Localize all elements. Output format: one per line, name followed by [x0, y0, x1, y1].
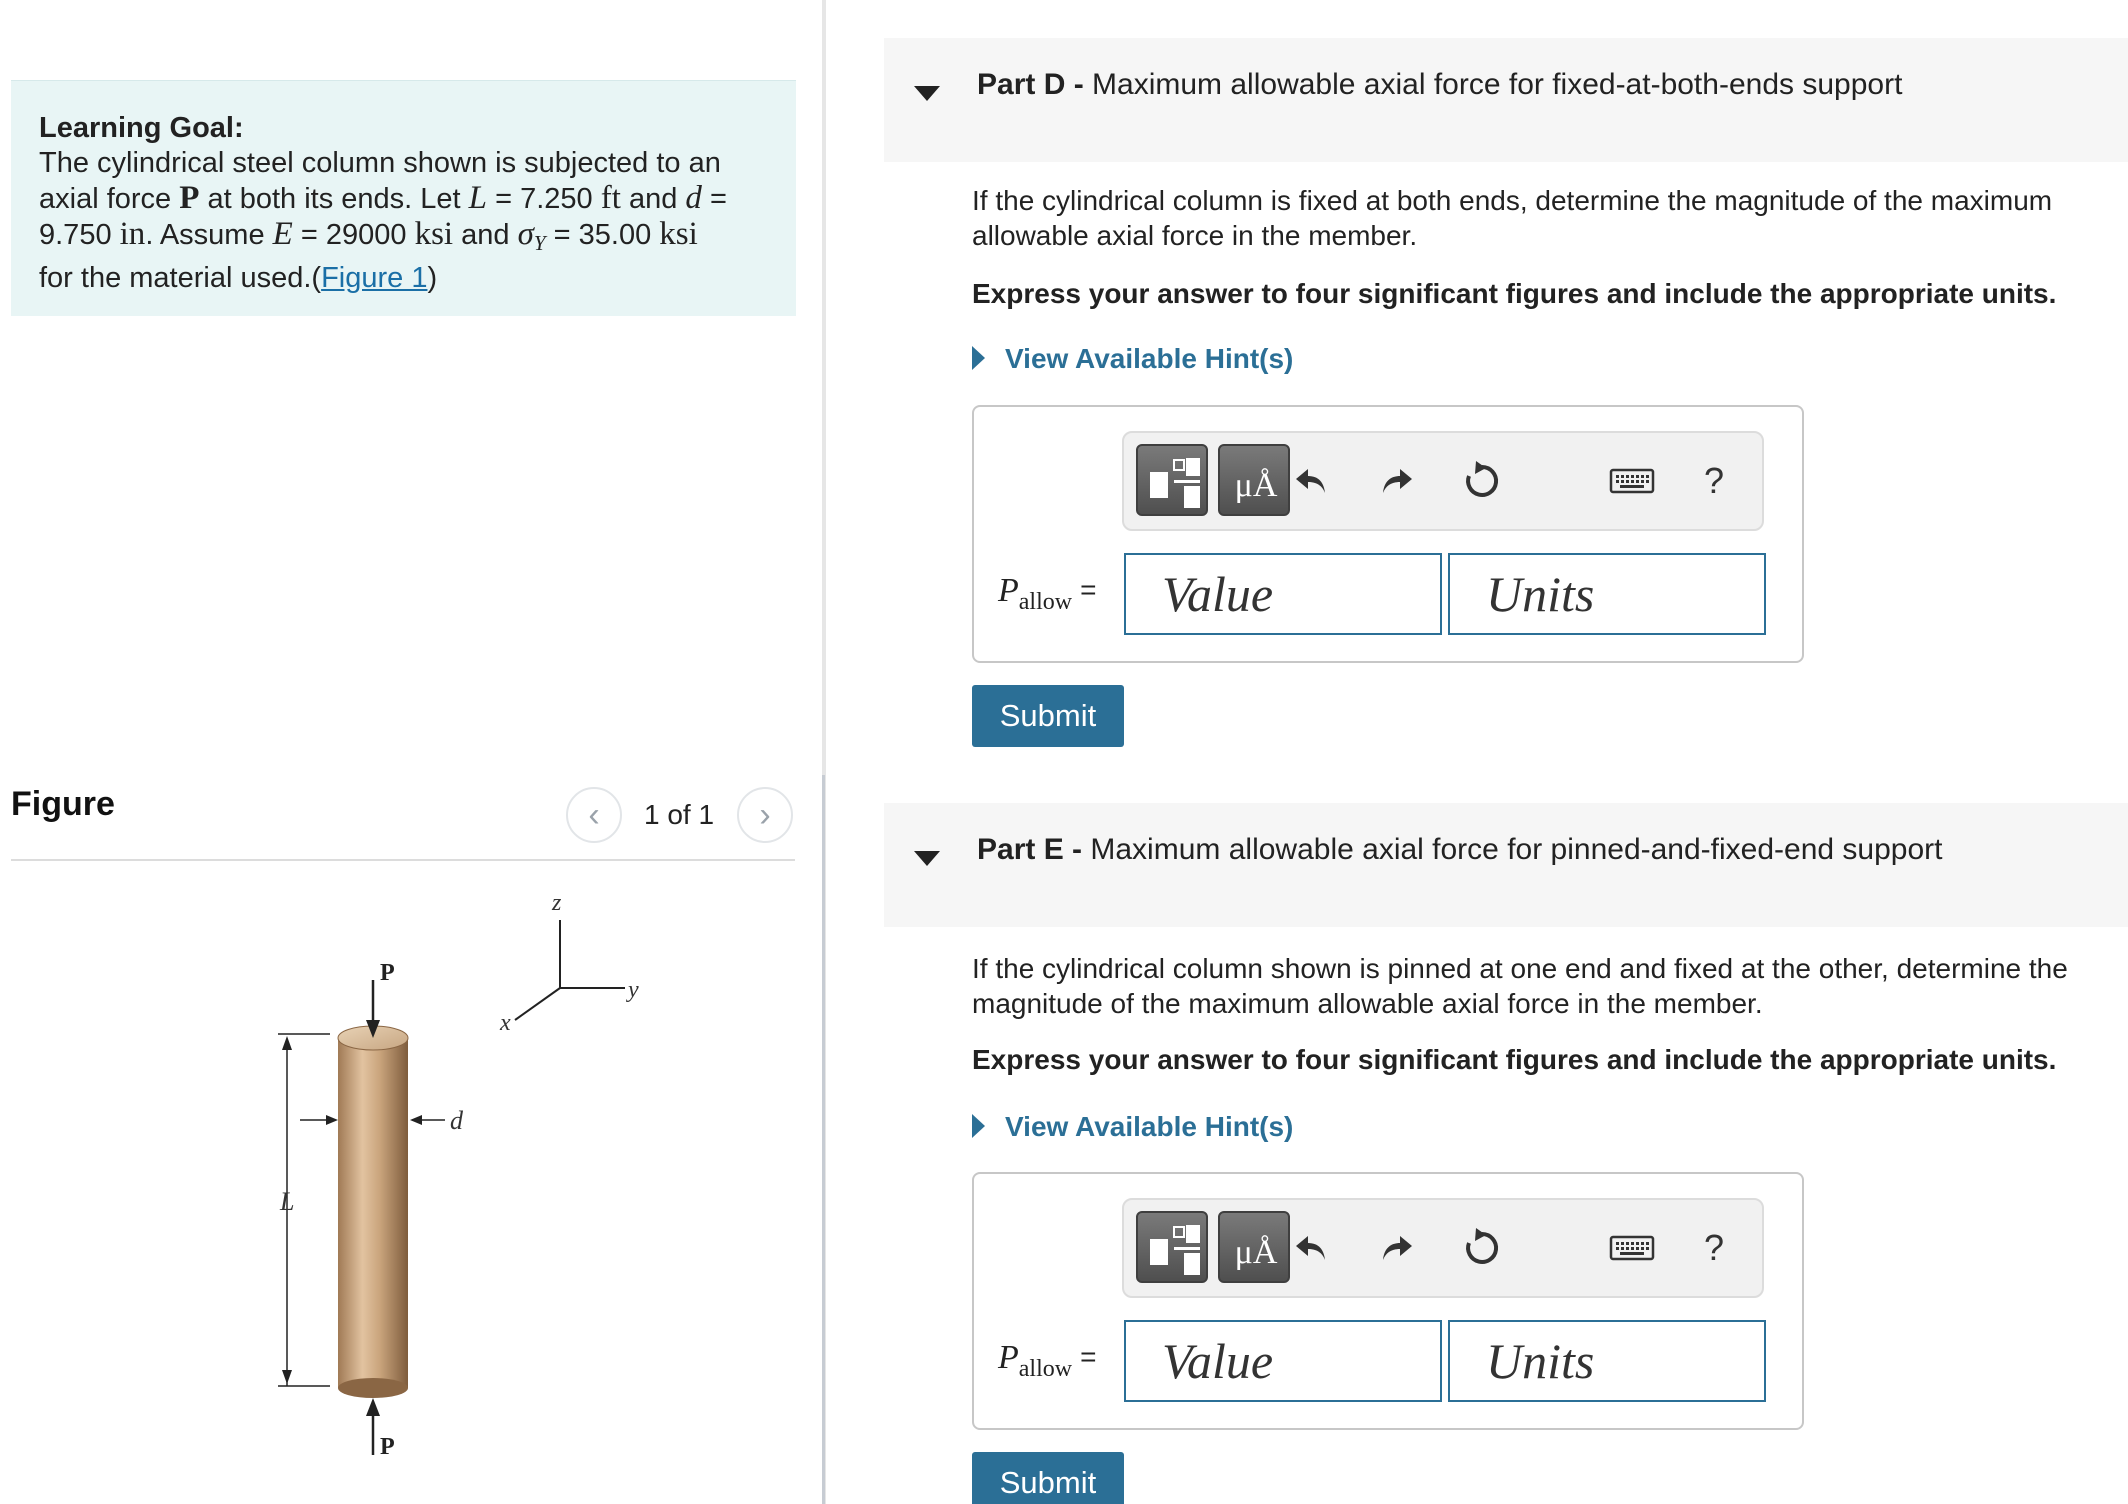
- steel-column: [338, 1026, 408, 1398]
- chevron-right-icon: ›: [759, 795, 771, 834]
- answer-variable: P: [998, 1339, 1019, 1376]
- part-e-submit-button[interactable]: Submit: [972, 1452, 1124, 1504]
- left-panel: [0, 0, 822, 1504]
- help-icon: ?: [1703, 1227, 1725, 1268]
- part-d-label: Part D -: [977, 68, 1084, 101]
- figure-link[interactable]: Figure 1: [321, 262, 428, 294]
- part-d-header[interactable]: [884, 38, 2128, 162]
- undo-icon: [1292, 461, 1332, 501]
- help-icon: ?: [1703, 460, 1725, 501]
- answer-subscript: allow: [1018, 589, 1073, 615]
- goal-text: ): [427, 262, 438, 294]
- templates-icon: [1138, 446, 1210, 518]
- keyboard-button[interactable]: [1604, 1220, 1660, 1276]
- length-value: = 7.250: [495, 183, 593, 215]
- part-e-hint-toggle[interactable]: [972, 1111, 1293, 1143]
- diameter-value: 9.750: [39, 219, 112, 251]
- part-e-heading: Maximum allowable axial force for pinned-and-fixed-end support: [1090, 833, 1943, 866]
- yield-symbol: σ: [517, 216, 534, 252]
- part-e-label: Part E -: [977, 833, 1083, 866]
- figure-title: Figure: [11, 785, 115, 823]
- part-d-instructions: Express your answer to four significant figures and include the appropriate units.: [972, 278, 2057, 309]
- redo-icon: [1376, 1228, 1416, 1268]
- figure-counter: 1 of 1: [644, 799, 715, 830]
- length-dimension: [278, 1034, 330, 1386]
- caret-right-icon: [972, 1114, 985, 1138]
- hint-label: View Available Hint(s): [1005, 343, 1294, 374]
- goal-text: . Assume: [145, 219, 265, 251]
- part-e-prompt: If the cylindrical column shown is pinned at one end and fixed at the other, determine the magnitude of the maximum allowable axial force in the member.: [972, 953, 2068, 1019]
- modulus-value: = 29000: [300, 219, 407, 251]
- yield-subscript: Y: [533, 231, 546, 255]
- part-d-submit-button[interactable]: Submit: [972, 685, 1124, 747]
- goal-text: The cylindrical steel column shown is subjected to an: [39, 147, 721, 179]
- length-label: L: [280, 1187, 295, 1216]
- part-e-header[interactable]: [884, 803, 2128, 927]
- hint-label: View Available Hint(s): [1005, 1111, 1294, 1142]
- part-d-heading: Maximum allowable axial force for fixed-at-both-ends support: [1092, 68, 1903, 101]
- units-button[interactable]: [1218, 444, 1290, 516]
- column-figure: [230, 880, 700, 1480]
- axis-x-label: x: [500, 1010, 511, 1036]
- goal-text: axial force: [39, 183, 172, 215]
- yield-unit: ksi: [659, 216, 698, 252]
- units-symbol: μÅ: [1234, 467, 1278, 504]
- force-symbol: P: [179, 180, 200, 216]
- units-input[interactable]: Units: [1448, 553, 1766, 635]
- keyboard-button[interactable]: [1604, 453, 1660, 509]
- diameter-symbol: d: [685, 180, 702, 216]
- math-toolbar: [1122, 431, 1764, 531]
- units-button[interactable]: [1218, 1211, 1290, 1283]
- axis-z-label: z: [552, 890, 562, 916]
- figure-divider: [11, 859, 795, 861]
- caret-right-icon: [972, 346, 985, 370]
- force-bottom-label: P: [380, 1434, 395, 1460]
- templates-button[interactable]: [1136, 444, 1208, 516]
- goal-text: at both its ends. Let: [207, 183, 461, 215]
- undo-icon: [1292, 1228, 1332, 1268]
- figure-prev-button[interactable]: [566, 787, 622, 843]
- part-d-prompt: If the cylindrical column is fixed at both ends, determine the magnitude of the maximum allowable axial force in the member.: [972, 185, 2053, 251]
- length-symbol: L: [468, 180, 488, 216]
- part-e-answer-box: [972, 1172, 1804, 1430]
- redo-icon: [1376, 461, 1416, 501]
- reset-icon: [1460, 1226, 1504, 1270]
- templates-icon: [1138, 1213, 1210, 1285]
- units-input[interactable]: Units: [1448, 1320, 1766, 1402]
- reset-button[interactable]: [1454, 453, 1510, 509]
- collapse-caret-icon[interactable]: [914, 86, 940, 101]
- help-button[interactable]: [1686, 453, 1742, 509]
- yield-value: = 35.00: [553, 219, 652, 251]
- chevron-left-icon: ‹: [588, 795, 600, 834]
- goal-text: and: [628, 183, 678, 215]
- axis-y-label: y: [628, 977, 639, 1003]
- part-e-title: [977, 833, 1942, 867]
- collapse-caret-icon[interactable]: [914, 851, 940, 866]
- modulus-symbol: E: [272, 216, 293, 252]
- undo-button[interactable]: [1284, 1220, 1340, 1276]
- diameter-unit: in: [119, 216, 146, 252]
- units-icon: [1220, 1213, 1292, 1285]
- undo-button[interactable]: [1284, 453, 1340, 509]
- help-button[interactable]: [1686, 1220, 1742, 1276]
- keyboard-icon: [1609, 466, 1655, 496]
- value-input[interactable]: Value: [1124, 1320, 1442, 1402]
- answer-label: [998, 572, 1096, 616]
- coordinate-axes: [499, 890, 639, 1036]
- diameter-label: d: [450, 1106, 463, 1135]
- answer-equals: =: [1080, 574, 1097, 605]
- part-e-instructions: Express your answer to four significant figures and include the appropriate units.: [972, 1044, 2057, 1075]
- learning-goal-box: [11, 80, 796, 316]
- reset-button[interactable]: [1454, 1220, 1510, 1276]
- math-toolbar: [1122, 1198, 1764, 1298]
- part-d-answer-box: [972, 405, 1804, 663]
- units-symbol: μÅ: [1234, 1234, 1278, 1271]
- templates-button[interactable]: [1136, 1211, 1208, 1283]
- units-icon: [1220, 446, 1292, 518]
- part-d-title: [977, 68, 1902, 102]
- redo-button[interactable]: [1368, 453, 1424, 509]
- scrollbar-track[interactable]: [822, 775, 825, 1504]
- goal-text: =: [709, 183, 727, 215]
- part-d-hint-toggle[interactable]: [972, 343, 1293, 375]
- keyboard-icon: [1609, 1233, 1655, 1263]
- answer-label: [998, 1339, 1096, 1383]
- answer-variable: P: [998, 572, 1019, 609]
- modulus-unit: ksi: [414, 216, 454, 252]
- length-unit: ft: [600, 180, 621, 216]
- figure-next-button[interactable]: [737, 787, 793, 843]
- value-input[interactable]: Value: [1124, 553, 1442, 635]
- learning-goal-title: Learning Goal:: [39, 112, 244, 144]
- redo-button[interactable]: [1368, 1220, 1424, 1276]
- goal-text: for the material used.(: [39, 262, 322, 294]
- answer-equals: =: [1080, 1341, 1097, 1372]
- answer-subscript: allow: [1018, 1356, 1073, 1382]
- force-top-label: P: [380, 960, 395, 986]
- reset-icon: [1460, 459, 1504, 503]
- goal-text: and: [461, 219, 510, 251]
